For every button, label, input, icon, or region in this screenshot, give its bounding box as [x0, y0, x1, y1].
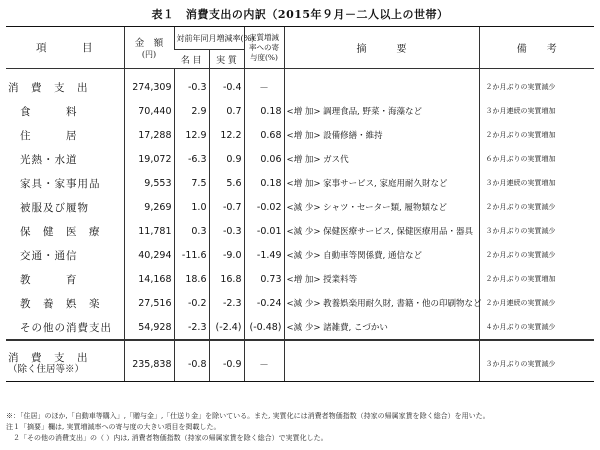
row-amount: 19,072: [124, 147, 174, 171]
row-remark: ２か月連続の実質減少: [479, 291, 594, 315]
row-contrib: -0.01: [244, 219, 284, 243]
total-summary: [284, 340, 479, 382]
row-contrib: -1.49: [244, 243, 284, 267]
row-amount: 54,928: [124, 315, 174, 340]
total-item-line2: （除く住居等※）: [8, 364, 85, 375]
row-remark: ２か月ぶりの実質減少: [479, 69, 594, 100]
row-summary: <減 少> シャツ・セーター類, 履物類など: [284, 195, 479, 219]
row-item: 住 居: [20, 129, 78, 142]
row-remark: ２か月ぶりの実質減少: [479, 243, 594, 267]
table-row: [6, 195, 594, 219]
row-amount: 9,269: [124, 195, 174, 219]
row-remark: ３か月連続の実質増加: [479, 171, 594, 195]
row-nominal: 1.0: [174, 195, 209, 219]
row-item: 家具・家事用品: [20, 177, 101, 190]
row-real: 0.9: [209, 147, 244, 171]
table-title: 表１ 消費支出の内訳（2015年９月－二人以上の世帯）: [151, 8, 449, 21]
footnote: ２「その他の消費支出」の（ ）内は, 消費者物価指数（持家の帰属家賃を除く総合）で実質化した。: [6, 434, 328, 442]
row-item: 消 費 支 出: [8, 81, 89, 94]
row-item: 交通・通信: [20, 249, 78, 262]
row-nominal: 18.6: [174, 267, 209, 291]
row-amount: 9,553: [124, 171, 174, 195]
row-item: 保 健 医 療: [20, 225, 101, 238]
total-item-line1: 消 費 支 出: [8, 352, 89, 364]
row-contrib: 0.73: [244, 267, 284, 291]
table-row: [6, 219, 594, 243]
table-row: [6, 123, 594, 147]
row-contrib: 0.18: [244, 99, 284, 123]
row-nominal: 2.9: [174, 99, 209, 123]
row-summary: <増 加> 調理食品, 野菜・海藻など: [284, 99, 479, 123]
row-real: -9.0: [209, 243, 244, 267]
header-contrib: 実質増減率への寄与度(%): [244, 27, 284, 69]
row-remark: ２か月ぶりの実質増加: [479, 267, 594, 291]
row-remark: ４か月ぶりの実質減少: [479, 315, 594, 340]
row-real: -2.3: [209, 291, 244, 315]
row-nominal: 0.3: [174, 219, 209, 243]
table-row: [6, 147, 594, 171]
row-remark: ３か月ぶりの実質減少: [479, 219, 594, 243]
row-amount: 70,440: [124, 99, 174, 123]
row-remark: ６か月ぶりの実質増加: [479, 147, 594, 171]
row-summary: <増 加> 設備修繕・維持: [284, 123, 479, 147]
row-remark: ２か月ぶりの実質減少: [479, 195, 594, 219]
total-remark: ３か月ぶりの実質減少: [479, 340, 594, 382]
header-nominal: 名 目: [174, 50, 209, 69]
header-real: 実 質: [209, 50, 244, 69]
row-summary: <増 加> ガス代: [284, 147, 479, 171]
row-real: (-2.4): [209, 315, 244, 340]
row-contrib: -0.24: [244, 291, 284, 315]
table-row: [6, 291, 594, 315]
table-row: [6, 171, 594, 195]
row-remark: ２か月ぶりの実質増加: [479, 123, 594, 147]
row-amount: 40,294: [124, 243, 174, 267]
row-contrib: 0.18: [244, 171, 284, 195]
row-contrib: 0.06: [244, 147, 284, 171]
header-item: 項 目: [6, 27, 124, 69]
row-contrib: -0.02: [244, 195, 284, 219]
row-summary: <減 少> 保健医療サービス, 保健医療用品・器具: [284, 219, 479, 243]
row-nominal: -2.3: [174, 315, 209, 340]
row-real: 5.6: [209, 171, 244, 195]
row-nominal: 12.9: [174, 123, 209, 147]
row-amount: 17,288: [124, 123, 174, 147]
total-nominal: -0.8: [174, 340, 209, 382]
row-real: 16.8: [209, 267, 244, 291]
row-summary: <増 加> 授業料等: [284, 267, 479, 291]
row-amount: 11,781: [124, 219, 174, 243]
row-item: 教 育: [20, 273, 78, 286]
row-summary: <減 少> 自動車等関係費, 通信など: [284, 243, 479, 267]
header-amount-unit: (円): [141, 50, 157, 59]
footnotes: [6, 411, 594, 444]
table-row: [6, 69, 594, 100]
row-nominal: -11.6: [174, 243, 209, 267]
table-row-total: [6, 340, 594, 382]
row-nominal: -6.3: [174, 147, 209, 171]
row-nominal: -0.3: [174, 69, 209, 100]
row-item: その他の消費支出: [6, 315, 124, 340]
row-contrib: (-0.48): [244, 315, 284, 340]
row-nominal: -0.2: [174, 291, 209, 315]
total-real: -0.9: [209, 340, 244, 382]
row-real: 12.2: [209, 123, 244, 147]
row-contrib: 0.68: [244, 123, 284, 147]
row-item: 食 料: [20, 105, 78, 118]
row-item: 教 養 娯 楽: [20, 297, 101, 310]
row-real: -0.7: [209, 195, 244, 219]
table-row: [6, 315, 594, 340]
footnote: ※：「住居」のほか,「自動車等購入」,「贈与金」,「仕送り金」を除いている。また, 実質化には消費者物価指数（持家の帰属家賃を除く総合）を用いた。: [6, 412, 490, 420]
row-real: -0.3: [209, 219, 244, 243]
row-amount: 274,309: [124, 69, 174, 100]
row-summary: <増 加> 家事サービス, 家庭用耐久財など: [284, 171, 479, 195]
row-item: 光熱・水道: [20, 153, 78, 166]
footnote: 注１「摘要」欄は, 実質増減率への寄与度の大きい項目を掲載した。: [6, 423, 221, 431]
header-remarks: 備 考: [479, 27, 594, 69]
table-row: [6, 243, 594, 267]
row-nominal: 7.5: [174, 171, 209, 195]
total-item: [6, 340, 124, 382]
total-amount: 235,838: [124, 340, 174, 382]
row-amount: 14,168: [124, 267, 174, 291]
header-yoy: 対前年同月増減率(%): [174, 27, 244, 50]
row-real: -0.4: [209, 69, 244, 100]
header-summary: 摘 要: [284, 27, 479, 69]
row-summary: <減 少> 諸雑費, こづかい: [284, 315, 479, 340]
total-contrib: －: [244, 340, 284, 382]
expenditure-table: [6, 26, 594, 382]
row-remark: ３か月連続の実質増加: [479, 99, 594, 123]
row-contrib: －: [244, 69, 284, 100]
header-amount: [124, 27, 174, 69]
header-amount-label: 金 額: [134, 38, 164, 49]
row-real: 0.7: [209, 99, 244, 123]
table-row: [6, 267, 594, 291]
row-amount: 27,516: [124, 291, 174, 315]
table-row: [6, 99, 594, 123]
row-item: 被服及び履物: [20, 201, 89, 214]
row-summary: [284, 69, 479, 100]
row-summary: <減 少> 教養娯楽用耐久財, 書籍・他の印刷物など: [284, 291, 479, 315]
